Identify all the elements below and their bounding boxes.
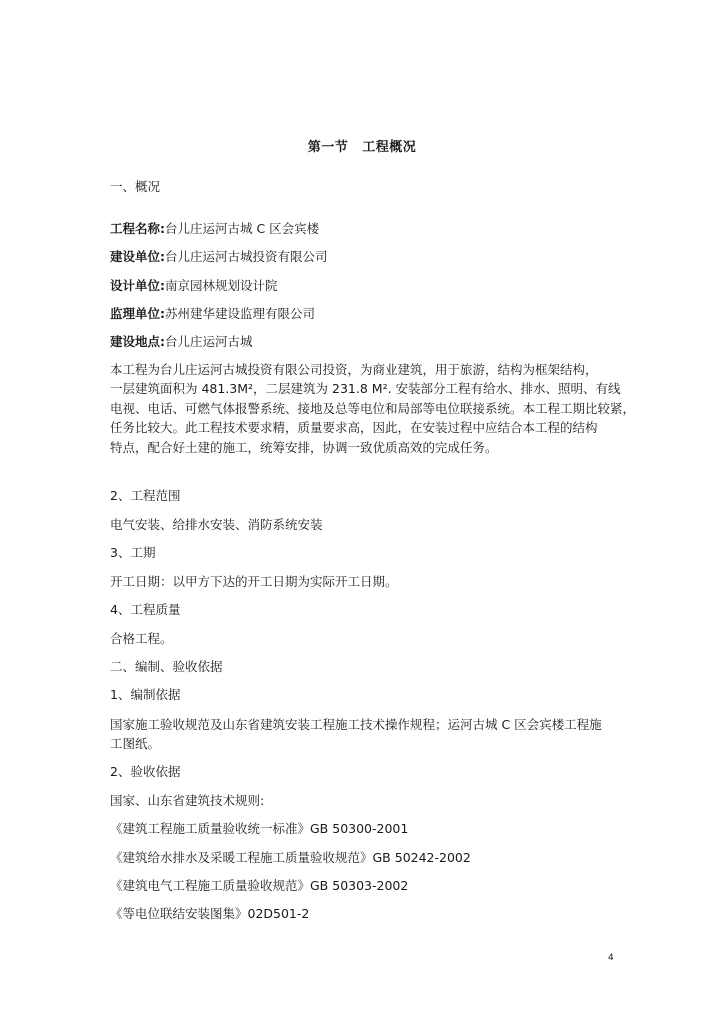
heading-scope: 2、工程范围	[110, 488, 181, 503]
info-label: 建设地点:	[110, 334, 165, 349]
description-line: 任务比较大。此工程技术要求精，质量要求高，因此，在安装过程中应结合本工程的结构	[110, 420, 598, 436]
info-owner	[110, 248, 328, 266]
info-value: 台儿庄运河古城投资有限公司	[165, 249, 328, 264]
info-label: 监理单位:	[110, 306, 165, 321]
compile-text	[110, 715, 630, 754]
heading-basis: 二、编制、验收依据	[110, 659, 223, 674]
info-label: 建设单位:	[110, 249, 165, 264]
info-value: 苏州建华建设监理有限公司	[165, 306, 316, 321]
section-number: 第一节	[307, 140, 349, 155]
info-value: 台儿庄运河古城	[165, 334, 253, 349]
description-line: 特点，配合好土建的施工，统筹安排，协调一致优质高效的完成任务。	[110, 439, 498, 455]
info-value: 南京园林规划设计院	[165, 278, 278, 293]
acceptance-intro: 国家、山东省建筑技术规则:	[110, 793, 265, 808]
period-text: 开工日期：以甲方下达的开工日期为实际开工日期。	[110, 574, 398, 589]
page-number: 4	[608, 953, 614, 963]
description-line: 电视、电话、可燃气体报警系统、接地及总等电位和局部等电位联接系统。本工程工期比较紧，	[110, 400, 636, 416]
info-label: 工程名称:	[110, 221, 165, 236]
description-line: 本工程为台儿庄运河古城投资有限公司投资，为商业建筑，用于旅游，结构为框架结构，	[110, 362, 598, 377]
info-project-name	[110, 220, 319, 238]
project-description	[110, 360, 636, 457]
description-line: 一层建筑面积为 481.3M²，二层建筑为 231.8 M². 安装部分工程有给水、排水、照明、有线	[110, 381, 621, 397]
standard-item: 《建筑给水排水及采暖工程施工质量验收规范》GB 50242-2002	[110, 850, 471, 865]
standard-item: 《建筑电气工程施工质量验收规范》GB 50303-2002	[110, 878, 409, 893]
scope-text: 电气安装、给排水安装、消防系统安装	[110, 517, 323, 532]
standard-item: 《等电位联结安装图集》02D501-2	[110, 906, 310, 921]
heading-overview: 一、概况	[110, 179, 161, 194]
heading-acceptance: 2、验收依据	[110, 764, 181, 779]
heading-period: 3、工期	[110, 545, 156, 560]
heading-compile: 1、编制依据	[110, 687, 181, 702]
section-title	[0, 136, 724, 155]
standard-item: 《建筑工程施工质量验收统一标准》GB 50300-2001	[110, 821, 409, 836]
info-value: 台儿庄运河古城 C 区会宾楼	[165, 221, 320, 236]
info-location	[110, 333, 253, 351]
info-supervisor	[110, 305, 315, 323]
quality-text: 合格工程。	[110, 631, 173, 646]
info-label: 设计单位:	[110, 278, 165, 293]
section-name: 工程概况	[362, 140, 417, 155]
compile-line: 工图纸。	[110, 736, 161, 752]
heading-quality: 4、工程质量	[110, 602, 181, 617]
info-designer	[110, 277, 278, 295]
compile-line: 国家施工验收规范及山东省建筑安装工程施工技术操作规程；运河古城 C 区会宾楼工程施	[110, 717, 602, 732]
